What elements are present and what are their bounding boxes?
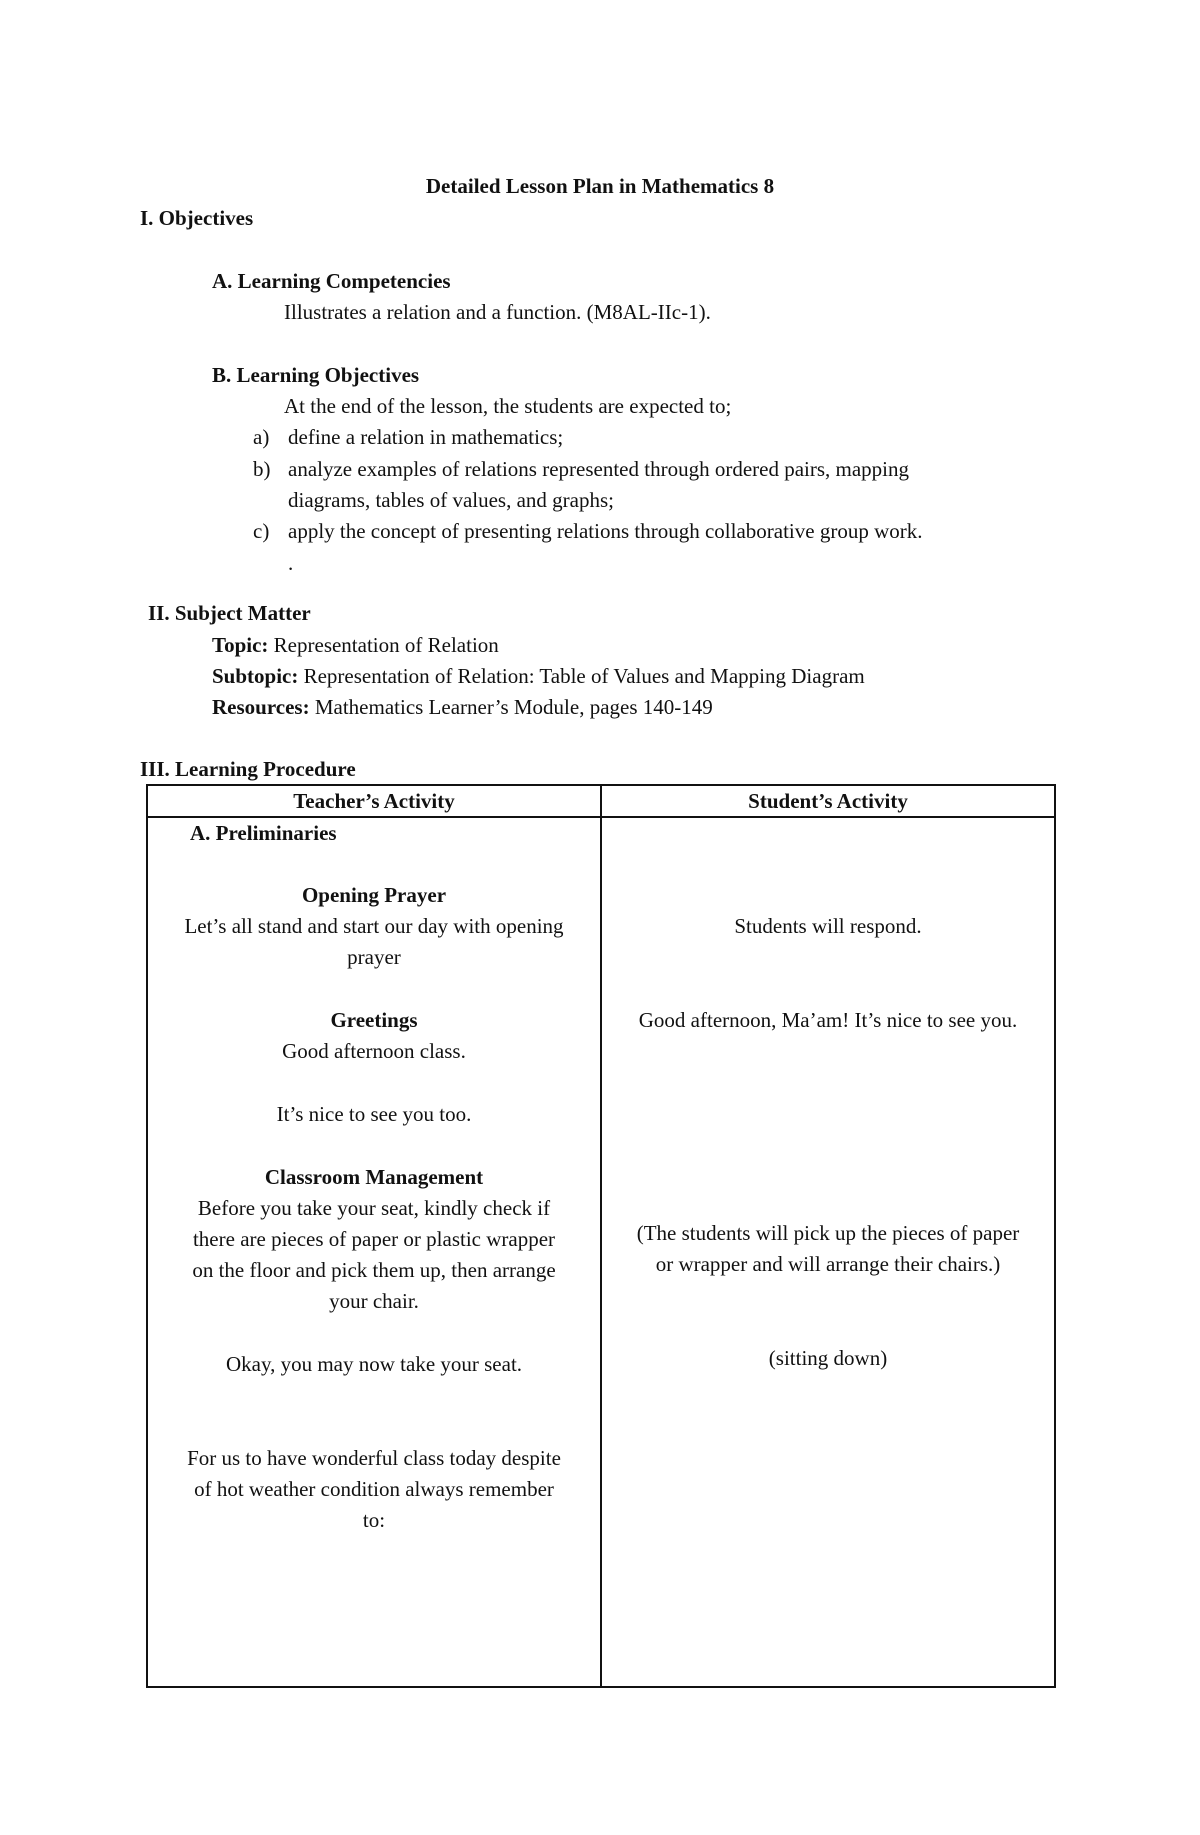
closing-line2: of hot weather condition always remember <box>194 1477 554 1501</box>
classroom-management-heading: Classroom Management <box>264 1165 484 1189</box>
student-activity-cell <box>601 817 1055 1687</box>
students-respond-text: Students will respond. <box>734 914 922 938</box>
procedure-table <box>146 784 1056 1688</box>
closing-line3: to: <box>362 1508 386 1532</box>
page-title <box>0 173 1200 199</box>
nice-to-see-text: It’s nice to see you too. <box>276 1102 472 1126</box>
objective-item-b-line2: diagrams, tables of values, and graphs; <box>288 488 614 512</box>
topic-value: Representation of Relation <box>273 633 499 657</box>
competencies-heading: A. Learning Competencies <box>212 269 451 293</box>
student-sitting-text: (sitting down) <box>768 1346 888 1370</box>
opening-prayer-heading: Opening Prayer <box>301 883 447 907</box>
topic-label: Topic: <box>212 633 269 657</box>
opening-prayer-line1: Let’s all stand and start our day with opening <box>184 914 564 938</box>
teacher-activity-cell <box>147 817 601 1687</box>
topic-line <box>212 632 499 658</box>
student-column-header: Student’s Activity <box>601 785 1055 817</box>
closing-line1: For us to have wonderful class today despite <box>187 1446 561 1470</box>
procedure-heading: III. Learning Procedure <box>140 757 356 781</box>
objective-item-c: apply the concept of presenting relations through collaborative group work. <box>288 519 923 543</box>
objective-item-a: define a relation in mathematics; <box>288 425 564 449</box>
teacher-column-header: Teacher’s Activity <box>147 785 601 817</box>
student-pickup-line1: (The students will pick up the pieces of paper <box>636 1221 1020 1245</box>
take-seat-text: Okay, you may now take your seat. <box>225 1352 523 1376</box>
subtopic-label: Subtopic: <box>212 664 299 688</box>
procedure-table-header-row <box>147 785 1055 817</box>
resources-line <box>212 694 713 720</box>
preliminaries-heading: A. Preliminaries <box>190 821 337 845</box>
objective-item-b-line1: analyze examples of relations represented through ordered pairs, mapping <box>288 457 910 481</box>
classroom-management-line1: Before you take your seat, kindly check if <box>197 1196 551 1220</box>
objectives-heading: I. Objectives <box>140 206 254 230</box>
procedure-table-body-row <box>147 817 1055 1687</box>
subtopic-line <box>212 663 865 689</box>
learning-objectives-intro: At the end of the lesson, the students are expected to; <box>284 394 732 418</box>
subtopic-value: Representation of Relation: Table of Values and Mapping Diagram <box>303 664 865 688</box>
competencies-text: Illustrates a relation and a function. (M8AL-IIc-1). <box>284 300 711 324</box>
resources-value: Mathematics Learner’s Module, pages 140-149 <box>314 695 713 719</box>
greetings-text: Good afternoon class. <box>282 1039 466 1063</box>
classroom-management-line4: your chair. <box>329 1289 419 1313</box>
learning-objectives-heading: B. Learning Objectives <box>212 363 420 387</box>
classroom-management-line2: there are pieces of paper or plastic wrapper <box>192 1227 556 1251</box>
opening-prayer-line2: prayer <box>347 945 401 969</box>
trailing-dot: . <box>288 551 294 575</box>
subject-matter-heading: II. Subject Matter <box>148 601 311 625</box>
student-greeting-text: Good afternoon, Ma’am! It’s nice to see you. <box>638 1008 1018 1032</box>
student-pickup-line2: or wrapper and will arrange their chairs.) <box>655 1252 1001 1276</box>
greetings-heading: Greetings <box>330 1008 418 1032</box>
objective-marker-b: b) <box>253 457 271 481</box>
page-title-text: Detailed Lesson Plan in Mathematics 8 <box>425 174 775 198</box>
classroom-management-line3: on the floor and pick them up, then arrange <box>192 1258 556 1282</box>
objective-marker-a: a) <box>253 425 270 449</box>
objective-marker-c: c) <box>253 519 270 543</box>
resources-label: Resources: <box>212 695 310 719</box>
